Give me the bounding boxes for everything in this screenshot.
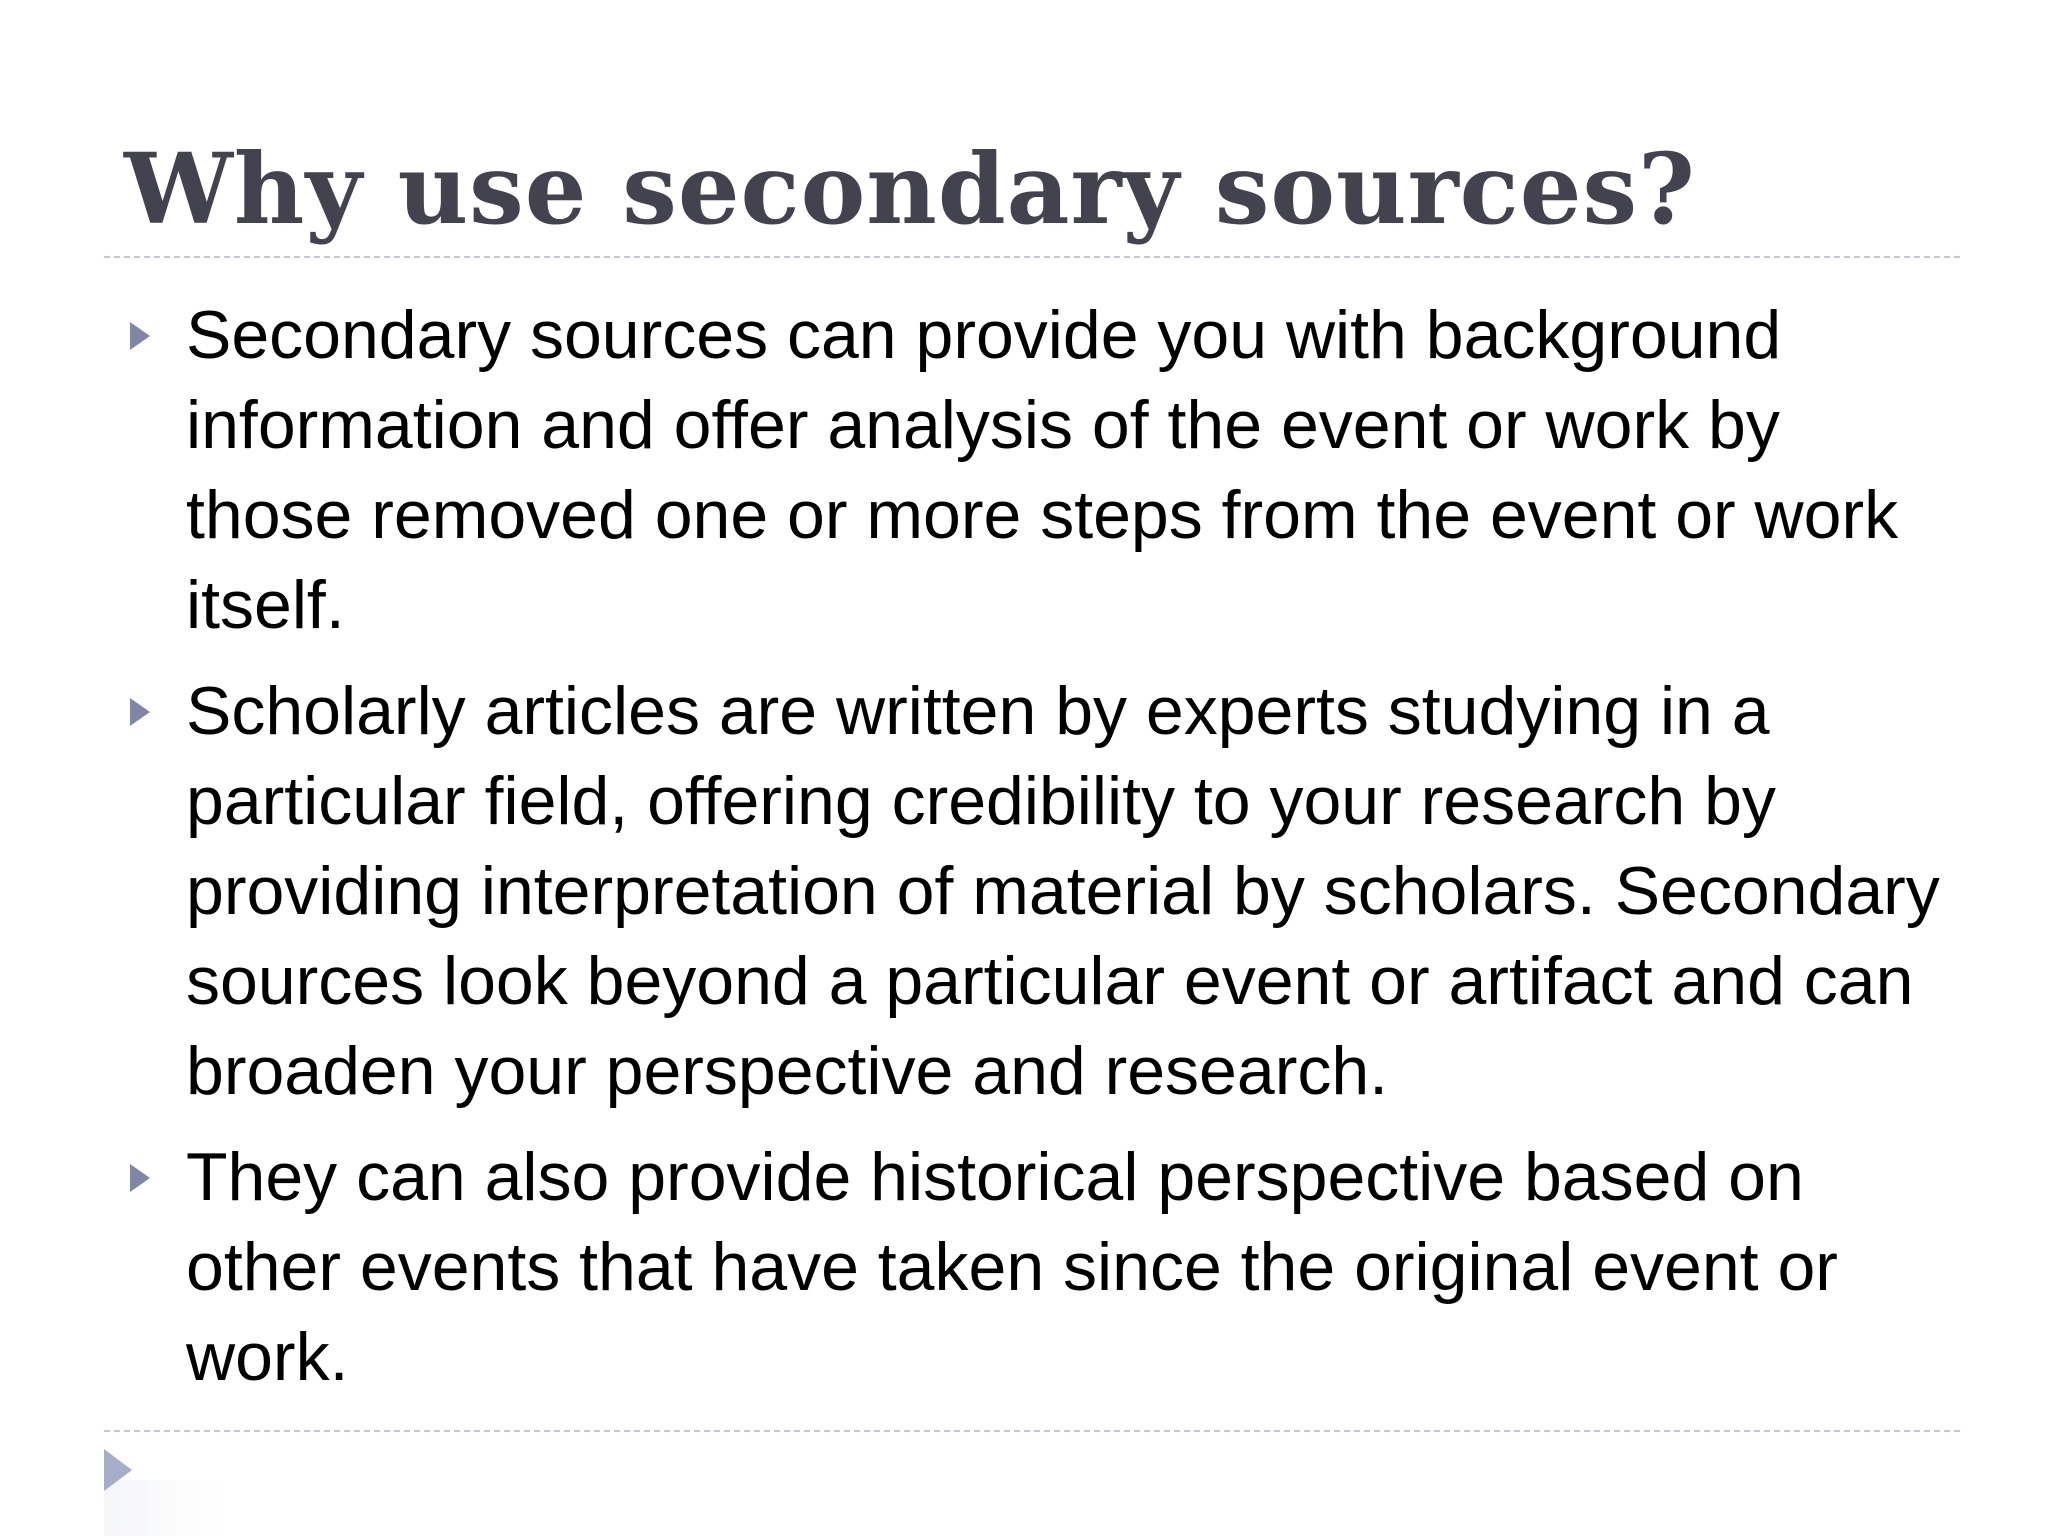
corner-arrow-icon (104, 1449, 132, 1491)
title-divider (104, 256, 1960, 258)
bullet-item (120, 1132, 1940, 1402)
bullet-text: Scholarly articles are written by experts studying in a particular field, offering credibility to your research by providing interpretation of material by scholars. Secondary sources look beyond a particular event or artifact and can broaden your perspective and research. (186, 673, 1940, 1109)
bullet-item (120, 666, 1940, 1116)
triangle-right-icon (130, 698, 150, 726)
slide-title: Why use secondary sources? (124, 132, 1696, 246)
bullet-item (120, 290, 1940, 650)
footer-divider (104, 1430, 1960, 1432)
bullet-text: Secondary sources can provide you with background information and offer analysis of the event or work by those removed one or more steps from the event or work itself. (186, 297, 1899, 643)
triangle-right-icon (130, 1164, 150, 1192)
bullet-text: They can also provide historical perspective based on other events that have taken since the original event or work. (186, 1139, 1838, 1395)
triangle-right-icon (130, 322, 150, 350)
bullet-list (120, 290, 1940, 1418)
